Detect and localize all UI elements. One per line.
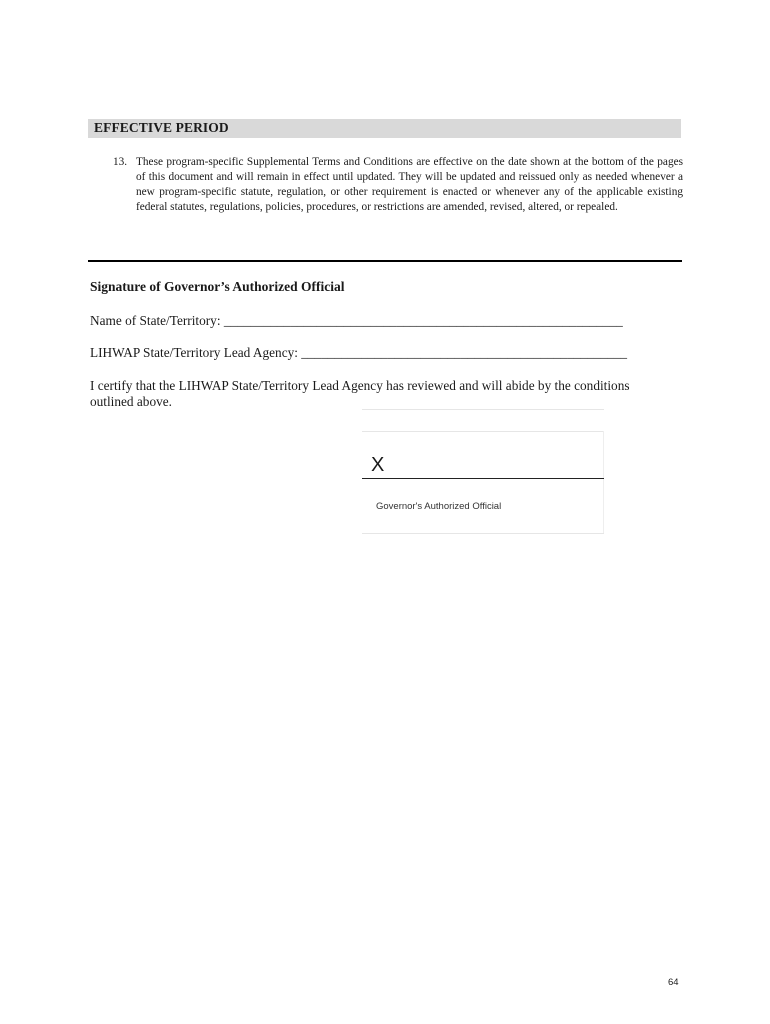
signature-x-mark: X [371,454,385,476]
signature-box-right-border [603,431,604,534]
signature-box-inner-border [362,431,604,432]
signature-heading: Signature of Governor’s Authorized Official [90,279,345,294]
signature-box-top-border [362,409,604,410]
state-territory-field: Name of State/Territory: ____________________________________________________________ [90,313,623,328]
section-divider [88,260,682,262]
page-number: 64 [668,977,679,988]
item-number: 13. [113,156,128,168]
section-title: EFFECTIVE PERIOD [94,120,229,135]
signature-box-bottom-border [362,533,604,534]
list-item-13 [113,155,683,215]
signature-box[interactable] [362,409,604,534]
lead-agency-field: LIHWAP State/Territory Lead Agency: _________________________________________________ [90,345,628,360]
section-header-bar [88,119,681,138]
certification-statement: I certify that the LIHWAP State/Territory Lead Agency has reviewed and will abide by the conditions outlined above. [90,378,630,409]
signature-line[interactable] [362,478,604,479]
item-text: These program-specific Supplemental Terms and Conditions are effective on the date shown at the bottom of the pages of this document and will remain in effect until updated. They will be updated and reissued only as needed whenever a new program-specific statute, regulation, or other requirement is enacted or whenever any of the applicable existing federal statutes, regulations, policies, procedures, or restrictions are amended, revised, altered, or repealed. [136,156,683,213]
signature-caption: Governor's Authorized Official [376,501,502,512]
